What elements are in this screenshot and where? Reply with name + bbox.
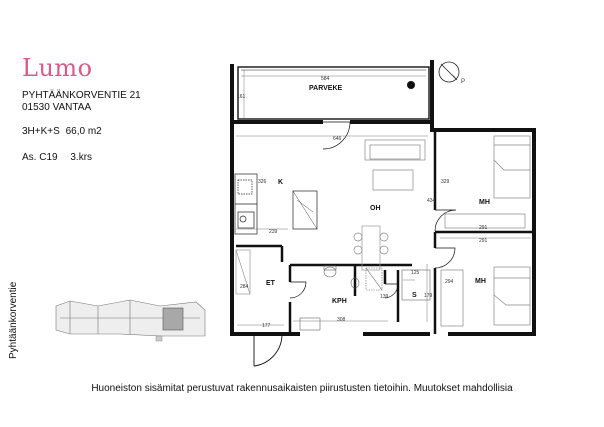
street-label: Pyhtäänkorventie <box>8 281 19 359</box>
lumo-logo: Lumo <box>22 54 93 82</box>
dim-326: 326 <box>258 179 267 185</box>
room-kitchen: K <box>278 179 284 186</box>
dim-308: 308 <box>337 317 346 323</box>
address-line: PYHTÄÄNKORVENTIE 21 <box>22 90 141 101</box>
apartment-type: 3H+K+S <box>22 126 60 137</box>
dim-284: 284 <box>240 284 249 290</box>
dim-584: 584 <box>321 76 330 82</box>
apartment-floor: 3.krs <box>70 152 93 163</box>
dim-179: 179 <box>424 293 433 299</box>
postal-line: 01530 VANTAA <box>22 102 92 113</box>
room-bedroom-2: MH <box>475 278 486 285</box>
disclaimer-note: Huoneiston sisämitat perustuvat rakennusaikaisten piirustusten tietoihin. Muutokset mahdollisia <box>91 383 513 394</box>
dim-125: 125 <box>411 270 420 276</box>
apartment-area: 66,0 m2 <box>65 126 102 137</box>
room-living: OH <box>370 205 381 212</box>
dim-291-a: 291 <box>479 238 488 244</box>
dim-329: 329 <box>441 179 450 185</box>
dim-239: 239 <box>269 229 278 235</box>
dim-161: 161 <box>237 94 246 100</box>
north-arrow <box>439 62 465 85</box>
entrance-door <box>254 334 282 366</box>
dim-294: 294 <box>445 279 454 285</box>
dim-434: 434 <box>427 198 436 204</box>
dim-291-b: 291 <box>479 225 488 231</box>
room-bedroom-1: MH <box>479 199 490 206</box>
room-sauna: S <box>412 292 417 299</box>
dim-646: 646 <box>333 136 342 142</box>
dim-177: 177 <box>262 323 271 329</box>
room-entry: ET <box>266 280 275 287</box>
room-balcony: PARVEKE <box>309 85 343 92</box>
apartment-unit: As. C19 <box>22 152 58 163</box>
dim-139: 139 <box>380 294 389 300</box>
drain <box>407 81 415 89</box>
room-bathroom: KPH <box>332 298 347 305</box>
north-label: P <box>461 79 466 85</box>
